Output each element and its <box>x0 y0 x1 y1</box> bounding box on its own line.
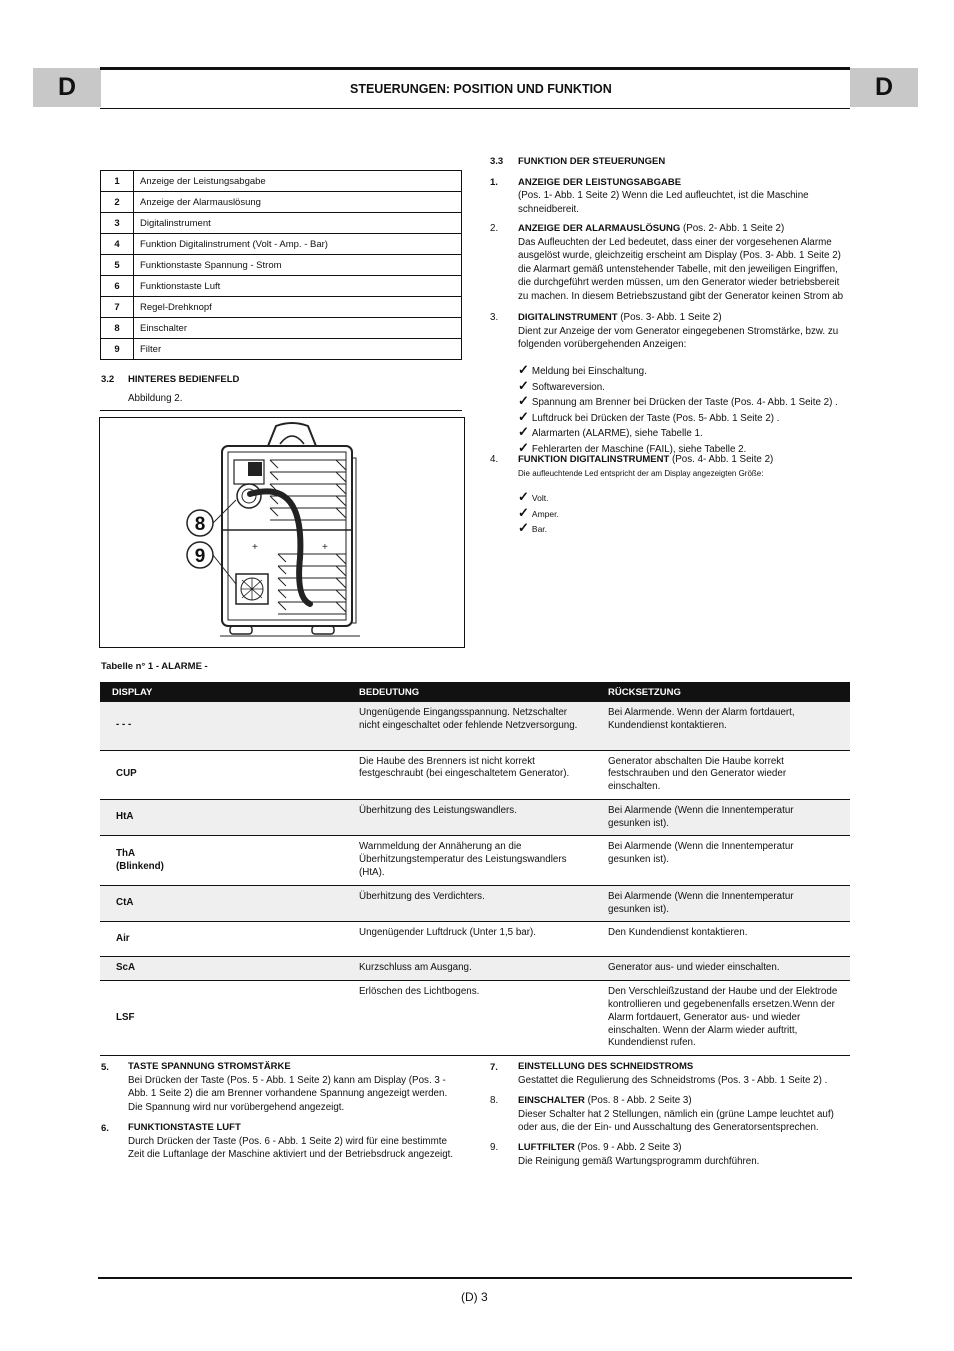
alarm-header-2: RÜCKSETZUNG <box>600 682 850 702</box>
controls-legend-table <box>100 170 462 360</box>
alarm-header-0: DISPLAY <box>100 682 351 702</box>
func3-check-item-text: Alarmarten (ALARME), siehe Tabelle 1. <box>531 428 703 439</box>
callout-8: 8 <box>194 514 206 535</box>
alarm-meaning: Kurzschluss am Ausgang. <box>351 957 600 981</box>
page-header <box>100 67 850 109</box>
alarm-meaning: Warnmeldung der Annäherung an die Überhitzungstemperatur des Leistungswandlers (HtA). <box>351 836 600 885</box>
func2-line: Das Aufleuchten der Led bedeutet, dass einer der vorgesehenen Alarme <box>518 236 832 248</box>
func4-check-item <box>518 490 559 506</box>
legend-label: Regel-Drehknopf <box>134 297 462 318</box>
alarm-meaning: Ungenügender Luftdruck (Unter 1,5 bar). <box>351 922 600 957</box>
func3-check-item-text: Softwareversion. <box>531 381 605 393</box>
func7-line: Gestattet die Regulierung des Schneidstroms (Pos. 3 - Abb. 1 Seite 2) . <box>518 1074 828 1086</box>
func6-number: 6. <box>101 1123 109 1134</box>
func8-line: oder aus, die der Ein- und Ausschaltung des Generatorsentsprechen. <box>518 1122 819 1133</box>
callout-9: 9 <box>194 546 206 567</box>
func4-check-item <box>518 521 559 537</box>
alarm-code <box>100 836 351 885</box>
svg-text:+: + <box>252 542 258 553</box>
check-icon: ✓ <box>518 408 529 424</box>
legend-label: Funktionstaste Spannung - Strom <box>134 255 462 276</box>
func5-line: Die Spannung wird nur vorübergehend angezeigt. <box>128 1101 345 1113</box>
divider <box>100 410 462 411</box>
check-icon: ✓ <box>518 424 529 439</box>
func2-line: zu machen. In diesem Betriebszustand gibt der Generator keinen Strom ab <box>518 290 844 302</box>
alarm-meaning: Erlöschen des Lichtbogens. <box>351 981 600 1056</box>
func2-block: ANZEIGE DER ALARMAUSLÖSUNG (Pos. 2- Abb. 1 Seite 2) Das Aufleuchten der Led bedeutet, dass einer der vorgesehenen Alarme ausgelöst wurde, gleichzeitig erscheint am Display (Pos. 3- Abb. 1 Seite 2) die Alarmart gemäß untenstehender Tabelle, mit den jeweiligen Eingriffen, die durchgeführt werden müssen, um den Generator wieder betriebsbereit zu machen. In diesem Betriebszustand gibt der Generator keinen Strom ab <box>518 222 852 303</box>
func9-number: 9. <box>490 1142 499 1153</box>
alarm-meaning: Die Haube des Brenners ist nicht korrekt festgeschraubt (bei eingeschaltetem Generator). <box>351 750 600 799</box>
legend-row <box>101 276 462 297</box>
section-3-2-number: 3.2 <box>101 374 115 385</box>
func2-title: ANZEIGE DER ALARMAUSLÖSUNG <box>518 223 681 234</box>
rear-panel-drawing <box>100 418 464 647</box>
legend-label: Funktion Digitalinstrument (Volt - Amp. - Bar) <box>134 234 462 255</box>
func6-block <box>128 1121 462 1162</box>
func8-line: Dieser Schalter hat 2 Stellungen, nämlich ein (grüne Lampe leuchtet auf) <box>518 1108 834 1120</box>
func3-check-item <box>518 379 838 395</box>
legend-row <box>101 213 462 234</box>
section-3-3-number: 3.3 <box>490 156 504 167</box>
func4-number: 4. <box>490 454 499 465</box>
func3-check-item-text: Luftdruck bei Drücken der Taste (Pos. 5- Abb. 1 Seite 2) . <box>531 412 780 424</box>
func9-line: Die Reinigung gemäß Wartungsprogramm durchführen. <box>518 1155 760 1167</box>
func7-block <box>518 1060 852 1087</box>
legend-number: 9 <box>101 339 134 360</box>
func7-number: 7. <box>490 1062 498 1073</box>
func4-title: FUNKTION DIGITALINSTRUMENT <box>518 454 670 465</box>
func9-title: LUFTFILTER <box>518 1142 575 1153</box>
func1-number: 1. <box>490 177 498 188</box>
func8-number: 8. <box>490 1095 499 1106</box>
func5-number: 5. <box>101 1062 109 1073</box>
legend-row <box>101 255 462 276</box>
legend-row <box>101 339 462 360</box>
alarm-code: ScA <box>100 957 351 981</box>
func4-checklist <box>518 490 559 537</box>
alarm-meaning: Überhitzung des Verdichters. <box>351 885 600 922</box>
func4-check-item-text: Volt. <box>531 493 549 503</box>
chapter-tab-right: D <box>850 68 918 107</box>
func2-line: ausgelöst wurde, gleichzeitig erscheint am Display (Pos. 3- Abb. 1 Seite 2) <box>518 250 841 261</box>
func4-note: Die aufleuchtende Led entspricht der am Display angezeigten Größe: <box>518 468 764 478</box>
alarm-code-line: ThA <box>116 847 136 859</box>
alarm-table-caption: Tabelle n° 1 - ALARME - <box>101 661 208 672</box>
legend-label: Anzeige der Alarmauslösung <box>134 192 462 213</box>
legend-label: Einschalter <box>134 318 462 339</box>
alarm-row <box>100 981 850 1056</box>
alarm-code: CtA <box>100 885 351 922</box>
legend-row <box>101 192 462 213</box>
func6-line: Durch Drücken der Taste (Pos. 6 - Abb. 1 Seite 2) wird für eine bestimmte <box>128 1135 447 1147</box>
section-3-3-title: FUNKTION DER STEUERUNGEN <box>518 156 666 167</box>
func3-check-item-text: Meldung bei Einschaltung. <box>531 366 647 377</box>
footer-rule <box>98 1277 852 1279</box>
func4-block: FUNKTION DIGITALINSTRUMENT (Pos. 4- Abb. 1 Seite 2) Die aufleuchtende Led entspricht der am Display angezeigten Größe: <box>518 453 852 480</box>
alarm-reset: Generator aus- und wieder einschalten. <box>600 957 850 981</box>
alarm-code: CUP <box>100 750 351 799</box>
alarm-reset: Bei Alarmende (Wenn die Innentemperatur gesunken ist). <box>600 836 850 885</box>
check-icon: ✓ <box>518 520 529 535</box>
func4-check-item-text: Amper. <box>531 508 559 519</box>
alarm-code: LSF <box>100 981 351 1056</box>
alarm-reset: Generator abschalten Die Haube korrekt festschrauben und den Generator wieder einschalten. <box>600 750 850 799</box>
alarm-code: HtA <box>100 799 351 836</box>
func6-line: Zeit die Luftanlage der Maschine aktiviert und der Betriebsdruck angezeigt. <box>128 1149 454 1160</box>
func3-title: DIGITALINSTRUMENT <box>518 312 618 323</box>
func4-check-item <box>518 506 559 522</box>
func3-check-item-text: Fehlerarten der Maschine (FAIL), siehe Tabelle 2. <box>531 443 747 455</box>
alarm-code-line: (Blinkend) <box>116 860 164 872</box>
legend-row <box>101 234 462 255</box>
legend-label: Funktionstaste Luft <box>134 276 462 297</box>
func3-check-item-text: Spannung am Brenner bei Drücken der Taste (Pos. 4- Abb. 1 Seite 2) . <box>531 397 838 408</box>
alarm-code: Air <box>100 922 351 957</box>
alarm-reset: Den Kundendienst kontaktieren. <box>600 922 850 957</box>
alarm-code: - - - <box>100 702 351 750</box>
func5-line: Abb. 1 Seite 2) die am Brenner vorhandene Spannung angezeigt werden. <box>128 1088 448 1099</box>
alarm-row <box>100 750 850 799</box>
alarm-row <box>100 702 850 750</box>
check-icon: ✓ <box>518 504 529 520</box>
alarm-row <box>100 885 850 922</box>
check-icon: ✓ <box>518 439 529 455</box>
check-icon: ✓ <box>518 377 529 393</box>
func5-line: Bei Drücken der Taste (Pos. 5 - Abb. 1 Seite 2) kann am Display (Pos. 3 - <box>128 1074 446 1086</box>
alarm-row <box>100 799 850 836</box>
func5-block <box>128 1060 462 1114</box>
legend-row <box>101 171 462 192</box>
func7-title: EINSTELLUNG DES SCHNEIDSTROMS <box>518 1061 694 1072</box>
func3-block: DIGITALINSTRUMENT (Pos. 3- Abb. 1 Seite 2) Dient zur Anzeige der vom Generator eingegebenen Stromstärke, bzw. zu folgenden vorübergehenden Anzeigen: <box>518 311 852 352</box>
func3-number: 3. <box>490 312 499 323</box>
alarm-meaning: Überhitzung des Leistungswandlers. <box>351 799 600 836</box>
legend-number: 1 <box>101 171 134 192</box>
func5-title: TASTE SPANNUNG STROMSTÄRKE <box>128 1061 291 1072</box>
func3-check-item <box>518 394 838 410</box>
func3-check-item <box>518 410 838 426</box>
alarm-table <box>100 682 850 1056</box>
func4-check-item-text: Bar. <box>531 524 548 534</box>
page-title: STEUERUNGEN: POSITION UND FUNKTION <box>350 82 612 96</box>
func2-number: 2. <box>490 223 499 234</box>
alarm-row <box>100 922 850 957</box>
alarm-reset: Bei Alarmende (Wenn die Innentemperatur gesunken ist). <box>600 799 850 836</box>
func1-text: (Pos. 1- Abb. 1 Seite 2) Wenn die Led aufleuchtet, ist die Maschine schneidbereit. <box>518 190 809 215</box>
legend-number: 4 <box>101 234 134 255</box>
func3-checklist <box>518 363 838 456</box>
legend-number: 8 <box>101 318 134 339</box>
func8-title: EINSCHALTER <box>518 1095 585 1106</box>
legend-row <box>101 318 462 339</box>
legend-number: 3 <box>101 213 134 234</box>
svg-text:+: + <box>322 542 328 553</box>
func2-line: die durchgeführt werden müssen, um den Generator wieder betriebsbereit <box>518 277 840 288</box>
page-number: (D) 3 <box>461 1290 488 1304</box>
legend-number: 7 <box>101 297 134 318</box>
alarm-reset: Bei Alarmende. Wenn der Alarm fortdauert, Kundendienst kontaktieren. <box>600 702 850 750</box>
legend-label: Anzeige der Leistungsabgabe <box>134 171 462 192</box>
legend-number: 5 <box>101 255 134 276</box>
func8-block: EINSCHALTER (Pos. 8 - Abb. 2 Seite 3) Dieser Schalter hat 2 Stellungen, nämlich ein (grüne Lampe leuchtet auf) oder aus, die der Ein- und Ausschaltung des Generatorsentsprechen. <box>518 1094 854 1135</box>
func3-check-item <box>518 363 838 379</box>
alarm-row <box>100 836 850 885</box>
alarm-reset: Den Verschleißzustand der Haube und der Elektrode kontrollieren und gegebenenfalls ersetzen.Wenn der Alarm fortdauert, Generator aus- und wieder einschalten. Wenn der Alarm wieder auftritt, Kundendienst rufen. <box>600 981 850 1056</box>
check-icon: ✓ <box>518 393 529 408</box>
legend-number: 2 <box>101 192 134 213</box>
func3-line: Dient zur Anzeige der vom Generator eingegebenen Stromstärke, bzw. zu <box>518 325 839 337</box>
func1-title: ANZEIGE DER LEISTUNGSABGABE <box>518 177 682 188</box>
chapter-tab-left: D <box>33 68 101 107</box>
legend-number: 6 <box>101 276 134 297</box>
func3-check-item <box>518 425 838 441</box>
func3-line: folgenden vorübergehenden Anzeigen: <box>518 339 687 350</box>
alarm-row <box>100 957 850 981</box>
legend-label: Digitalinstrument <box>134 213 462 234</box>
check-icon: ✓ <box>518 362 529 377</box>
legend-row <box>101 297 462 318</box>
func6-title: FUNKTIONSTASTE LUFT <box>128 1122 241 1133</box>
alarm-header-1: BEDEUTUNG <box>351 682 600 702</box>
func2-line: die Alarmart gemäß untenstehender Tabelle, mit den jeweiligen Eingriffen, <box>518 263 838 275</box>
func9-block: LUFTFILTER (Pos. 9 - Abb. 2 Seite 3) Die Reinigung gemäß Wartungsprogramm durchführen. <box>518 1141 852 1168</box>
figure-caption: Abbildung 2. <box>128 393 183 404</box>
alarm-meaning: Ungenügende Eingangsspannung. Netzschalter nicht eingeschaltet oder fehlende Netzversorgung. <box>351 702 600 750</box>
check-icon: ✓ <box>518 489 529 504</box>
section-3-2-title: HINTERES BEDIENFELD <box>128 374 240 385</box>
rear-panel-figure <box>99 417 465 648</box>
alarm-reset: Bei Alarmende (Wenn die Innentemperatur gesunken ist). <box>600 885 850 922</box>
legend-label: Filter <box>134 339 462 360</box>
